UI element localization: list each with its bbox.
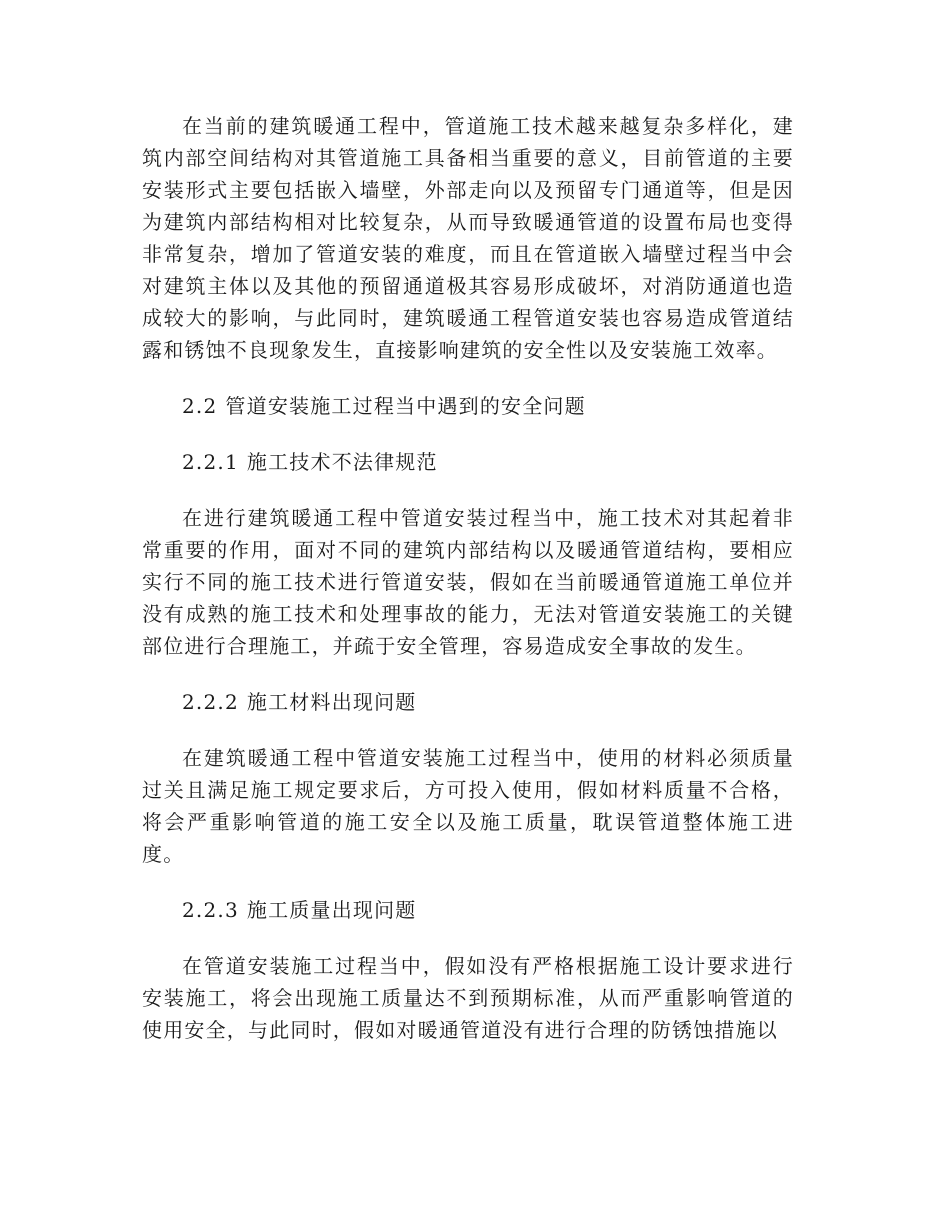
section-heading-2-2-2 [142,686,794,718]
paragraph-construction-quality: 在管道安装施工过程当中，假如没有严格根据施工设计要求进行安装施工，将会出现施工质量达不到预期标准，从而严重影响管道的使用安全，与此同时，假如对暖通管道没有进行合理的防锈蚀措施以 [142,954,794,1042]
section-number: 2.2.1 [182,450,239,474]
paragraph-construction-technique: 在进行建筑暖通工程中管道安装过程当中，施工技术对其起着非常重要的作用，面对不同的建筑内部结构以及暖通管道结构，要相应实行不同的施工技术进行管道安装，假如在当前暖通管道施工单位并没有成熟的施工技术和处理事故的能力，无法对管道安装施工的关键部位进行合理施工，并疏于安全管理，容易造成安全事故的发生。 [142,506,794,658]
section-heading-2-2-3 [142,894,794,926]
section-number: 2.2.2 [182,690,239,714]
section-heading-2-2 [142,390,794,422]
section-title: 施工材料出现问题 [246,690,417,714]
section-heading-2-2-1 [142,446,794,478]
paragraph-construction-materials: 在建筑暖通工程中管道安装施工过程当中，使用的材料必须质量过关且满足施工规定要求后，方可投入使用，假如材料质量不合格，将会严重影响管道的施工安全以及施工质量，耽误管道整体施工进度。 [142,746,794,866]
section-title: 施工技术不法律规范 [246,450,438,474]
section-number: 2.2 [182,394,218,418]
section-title: 施工质量出现问题 [246,898,417,922]
section-title: 管道安装施工过程当中遇到的安全问题 [225,394,586,418]
paragraph-building-hvac-pipe-complexity: 在当前的建筑暖通工程中，管道施工技术越来越复杂多样化，建筑内部空间结构对其管道施工具备相当重要的意义，目前管道的主要安装形式主要包括嵌入墙壁，外部走向以及预留专门通道等，但是因为建筑内部结构相对比较复杂，从而导致暖通管道的设置布局也变得非常复杂，增加了管道安装的难度，而且在管道嵌入墙壁过程当中会对建筑主体以及其他的预留通道极其容易形成破坏，对消防通道也造成较大的影响，与此同时，建筑暖通工程管道安装也容易造成管道结露和锈蚀不良现象发生，直接影响建筑的安全性以及安装施工效率。 [142,114,794,362]
section-number: 2.2.3 [182,898,239,922]
